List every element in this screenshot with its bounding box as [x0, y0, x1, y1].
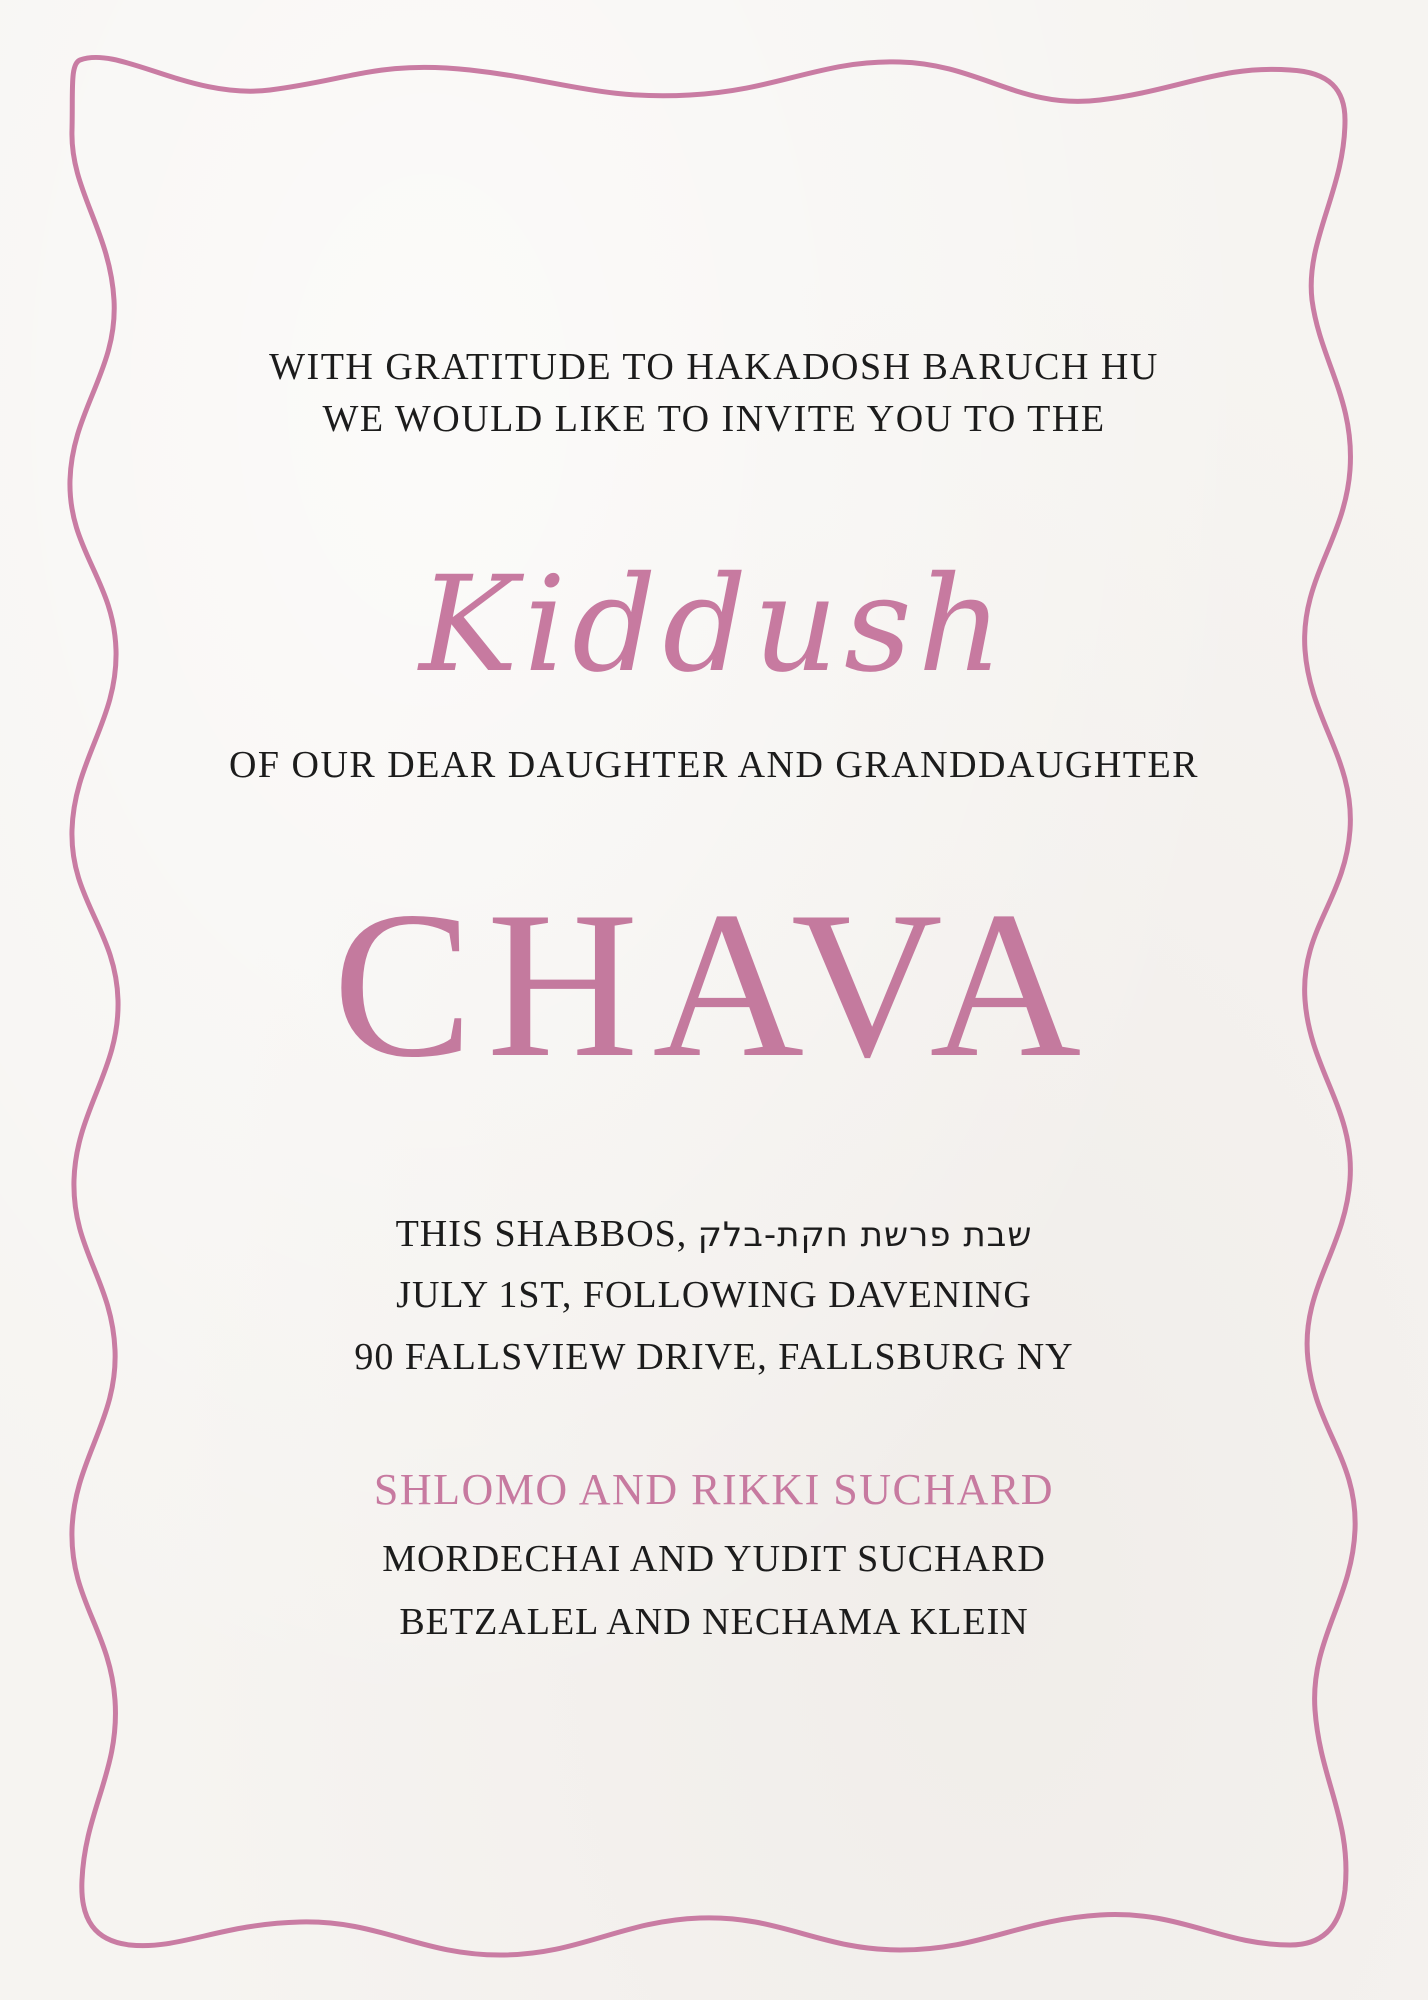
host-parents: SHLOMO AND RIKKI SUCHARD — [373, 1465, 1055, 1514]
date-line: JULY 1ST, FOLLOWING DAVENING — [396, 1274, 1032, 1316]
address-line: 90 FALLSVIEW DRIVE, FALLSBURG NY — [354, 1336, 1074, 1378]
day-prefix: THIS SHABBOS, — [395, 1213, 688, 1255]
date-hebrew-line — [0, 1212, 1428, 1256]
intro-line-1: WITH GRATITUDE TO HAKADOSH BARUCH HU — [269, 346, 1159, 388]
intro-line-2: WE WOULD LIKE TO INVITE YOU TO THE — [322, 398, 1106, 440]
honoree-name: CHAVA — [332, 869, 1096, 1101]
relation-line: OF OUR DEAR DAUGHTER AND GRANDDAUGHTER — [228, 744, 1200, 786]
event-title: Kiddush — [419, 548, 1009, 702]
day-hebrew: שבת פרשת חקת-בלק — [697, 1215, 1033, 1255]
host-grandparents-1: MORDECHAI AND YUDIT SUCHARD — [382, 1538, 1046, 1580]
host-grandparents-2: BETZALEL AND NECHAMA KLEIN — [399, 1601, 1029, 1643]
